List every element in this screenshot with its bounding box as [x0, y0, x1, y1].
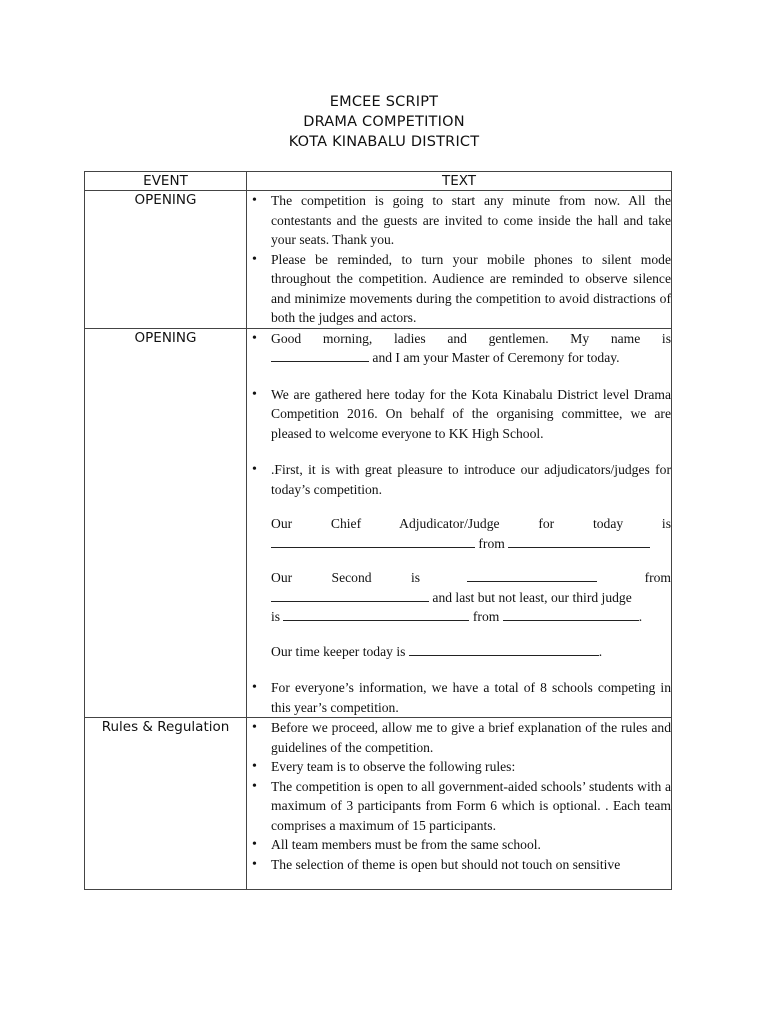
column-header-event: EVENT	[85, 172, 247, 191]
greeting-line-2	[271, 348, 671, 368]
list-item: • All team members must be from the same school.	[247, 835, 671, 855]
is-word: is	[271, 609, 281, 624]
from-word: from	[478, 535, 505, 551]
third-judge-text: and last but not least, our third judge	[432, 589, 632, 605]
list-item: • The competition is open to all government-aided schools’ students with a maximum of 3 participants from Form 6 which is optional. . Each team comprises a maximum of 15 participants.	[247, 777, 671, 836]
third-judge-line	[271, 588, 671, 608]
table-row	[85, 718, 672, 890]
table-row	[85, 191, 672, 329]
second-judge-from-blank	[271, 588, 429, 602]
text-cell	[247, 718, 672, 890]
chief-judge-paragraph	[247, 514, 671, 553]
event-cell: Rules & Regulation	[85, 718, 247, 890]
chief-judge-line: Our Chief Adjudicator/Judge for today is	[271, 516, 671, 531]
timekeeper-text: Our time keeper today is	[271, 643, 406, 659]
chief-judge-blanks	[271, 534, 671, 554]
list-item: • Please be reminded, to turn your mobile phones to silent mode throughout the competition. Audience are reminded to observe silence and minimize movements during the competition to avoid distractions of both the judges and actors.	[247, 250, 671, 328]
list-item: • For everyone’s information, we have a total of 8 schools competing in this year’s competition.	[247, 678, 671, 717]
event-cell: OPENING	[85, 191, 247, 329]
third-judge-blank	[283, 607, 469, 621]
third-judge-from-blank	[503, 607, 639, 621]
list-item: • Before we proceed, allow me to give a brief explanation of the rules and guidelines of the competition.	[247, 718, 671, 757]
judges-paragraph	[247, 568, 671, 627]
list-item: • We are gathered here today for the Kota Kinabalu District level Drama Competition 2016. On behalf of the organising committee, we are pleased to welcome everyone to KK High School.	[247, 385, 671, 444]
from-word: from	[472, 609, 500, 624]
greeting-line: • Good morning, ladies and gentlemen. My name is	[271, 330, 671, 346]
period: .	[638, 609, 643, 624]
list-item: • The competition is going to start any minute from now. All the contestants and the guests are invited to come inside the hall and take your seats. Thank you.	[247, 191, 671, 250]
chief-judge-from-blank	[508, 534, 650, 548]
timekeeper-line	[247, 642, 671, 662]
text-cell	[247, 191, 672, 329]
timekeeper-blank	[409, 642, 599, 656]
text-cell	[247, 328, 672, 718]
second-judge-blank	[467, 568, 597, 582]
list-item-greeting	[247, 329, 671, 368]
title-line-2: DRAMA COMPETITION	[303, 114, 465, 130]
event-cell: OPENING	[85, 328, 247, 718]
title-line-3: KOTA KINABALU DISTRICT	[288, 134, 480, 150]
name-blank	[271, 348, 369, 362]
list-item: • .First, it is with great pleasure to introduce our adjudicators/judges for today’s competition.	[247, 460, 671, 499]
period: .	[598, 643, 603, 659]
list-item: • Every team is to observe the following rules:	[247, 757, 671, 777]
table-row	[85, 328, 672, 718]
document-title-block	[0, 92, 768, 152]
script-table	[84, 171, 672, 890]
list-item: • The selection of theme is open but should not touch on sensitive	[247, 855, 671, 875]
greeting-text: and I am your Master of Ceremony for today.	[372, 350, 620, 365]
title-line-1: EMCEE SCRIPT	[329, 94, 439, 110]
third-judge-blanks	[271, 607, 671, 627]
column-header-text: TEXT	[247, 172, 672, 191]
second-judge-line	[271, 568, 671, 588]
chief-judge-blank	[271, 534, 475, 548]
from-word: from	[644, 570, 671, 585]
table-header-row	[85, 172, 672, 191]
second-judge-text: Our Second is	[271, 570, 421, 585]
